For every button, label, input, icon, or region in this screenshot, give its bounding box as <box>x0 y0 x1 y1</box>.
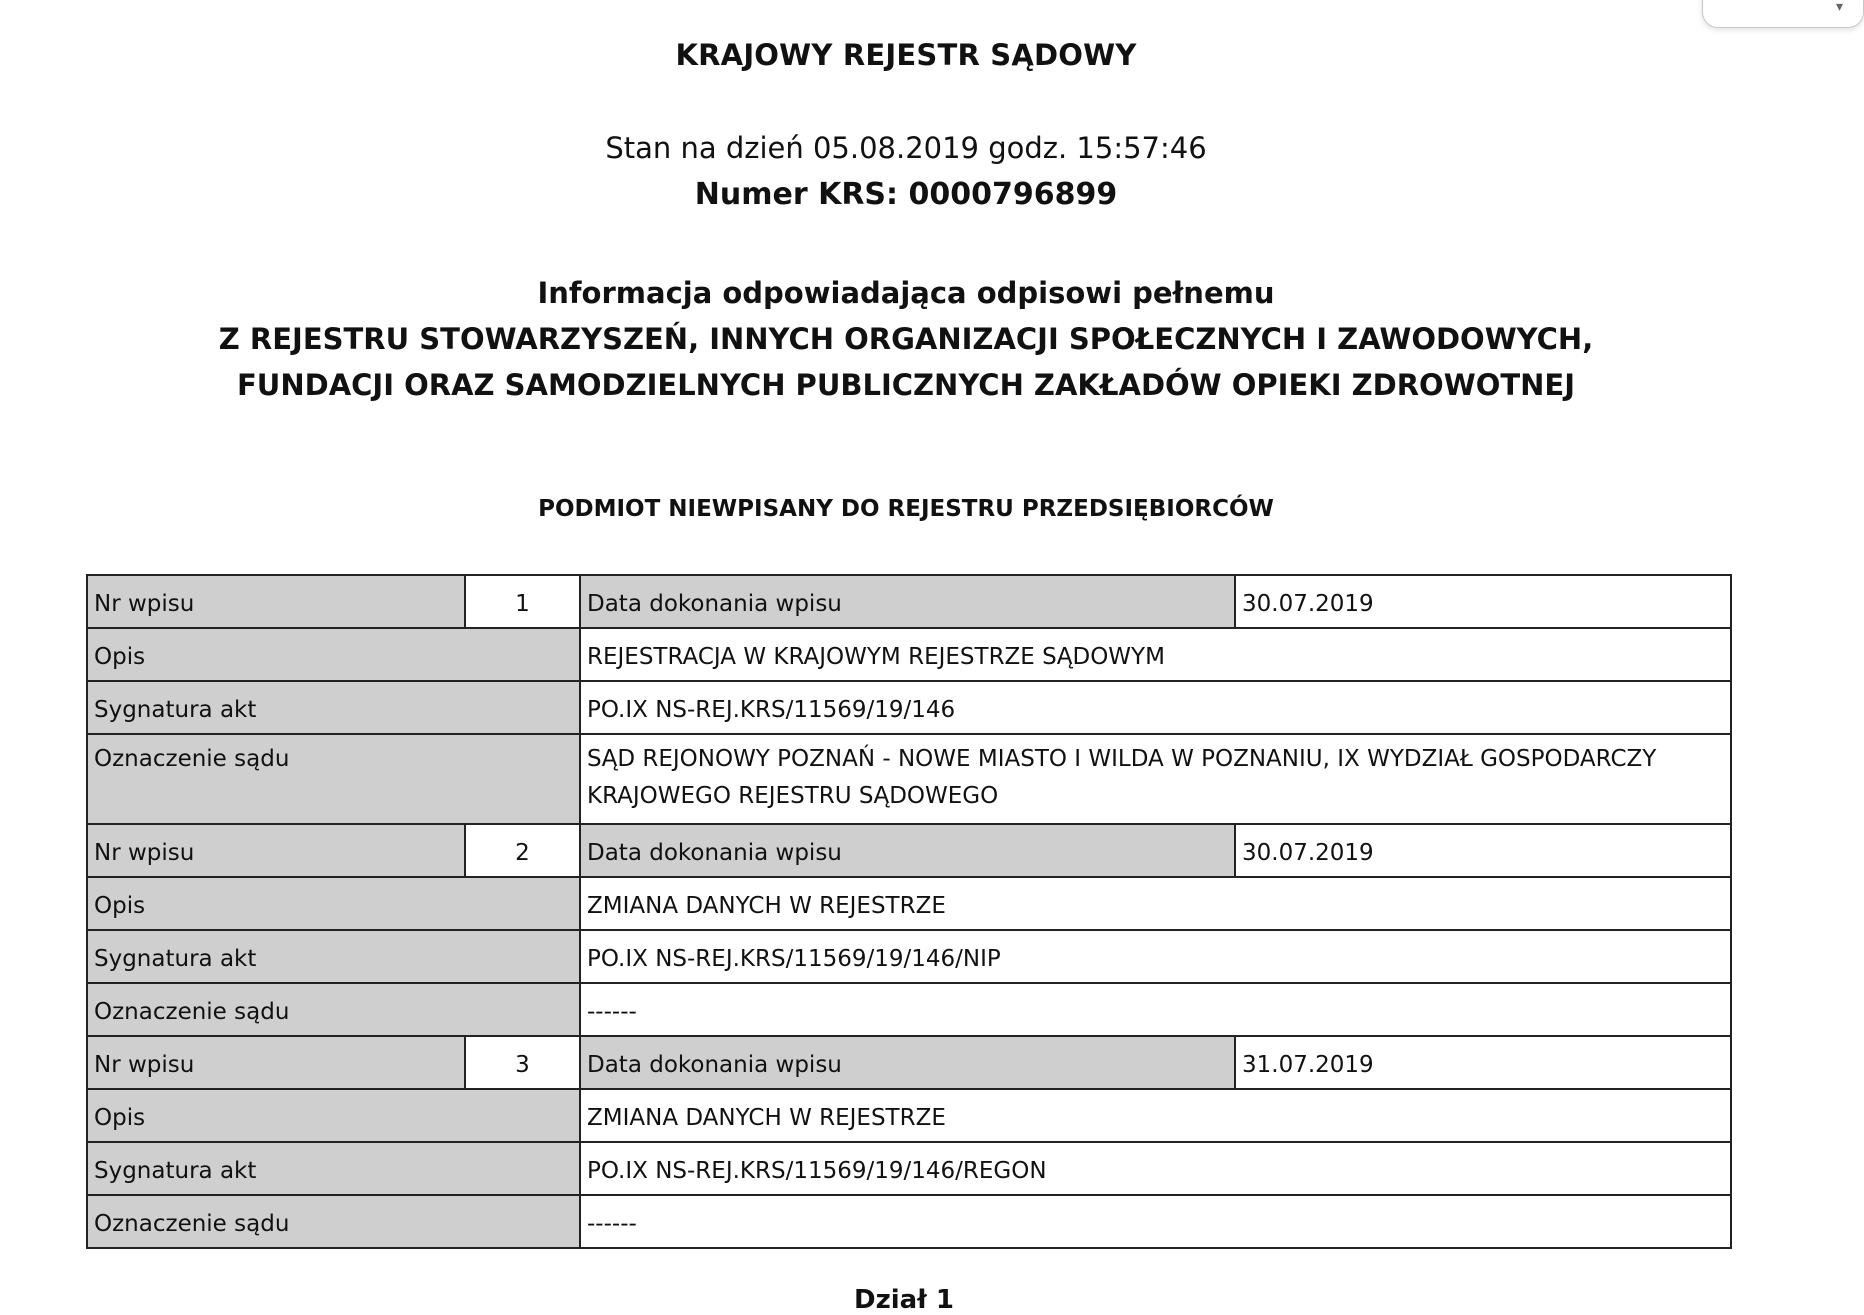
entry-sygnatura: PO.IX NS-REJ.KRS/11569/19/146/REGON <box>580 1142 1731 1195</box>
label-opis: Opis <box>87 1089 580 1142</box>
entry-date: 30.07.2019 <box>1235 824 1731 877</box>
label-data-wpisu: Data dokonania wpisu <box>580 1036 1235 1089</box>
entry-date: 31.07.2019 <box>1235 1036 1731 1089</box>
entry-oznaczenie-sadu-line-2: KRAJOWEGO REJESTRU SĄDOWEGO <box>587 783 999 809</box>
table-row <box>87 983 1731 1036</box>
label-sygnatura: Sygnatura akt <box>87 1142 580 1195</box>
label-sygnatura: Sygnatura akt <box>87 930 580 983</box>
document-title: KRAJOWY REJESTR SĄDOWY <box>675 38 1137 72</box>
corner-popup[interactable] <box>1702 0 1864 28</box>
table-row <box>87 930 1731 983</box>
entry-oznaczenie-sadu: ------ <box>580 983 1731 1036</box>
label-nr-wpisu: Nr wpisu <box>87 1036 465 1089</box>
entry-sygnatura: PO.IX NS-REJ.KRS/11569/19/146 <box>580 681 1731 734</box>
entry-date: 30.07.2019 <box>1235 575 1731 628</box>
info-heading-line-3: FUNDACJI ORAZ SAMODZIELNYCH PUBLICZNYCH ZAKŁADÓW OPIEKI ZDROWOTNEJ <box>237 368 1575 402</box>
entry-opis: REJESTRACJA W KRAJOWYM REJESTRZE SĄDOWYM <box>580 628 1731 681</box>
entry-number: 1 <box>465 575 580 628</box>
label-sygnatura: Sygnatura akt <box>87 681 580 734</box>
entry-oznaczenie-sadu: ------ <box>580 1195 1731 1248</box>
table-row <box>87 1036 1731 1089</box>
table-row <box>87 1195 1731 1248</box>
corner-popup-glyph: ▾ <box>1835 0 1843 15</box>
table-row <box>87 1089 1731 1142</box>
table-row <box>87 734 1731 824</box>
entry-number: 3 <box>465 1036 580 1089</box>
table-row <box>87 824 1731 877</box>
label-oznaczenie-sadu: Oznaczenie sądu <box>87 983 580 1036</box>
state-date-line: Stan na dzień 05.08.2019 godz. 15:57:46 <box>605 131 1207 165</box>
info-heading-line-1: Informacja odpowiadająca odpisowi pełnemu <box>537 276 1275 310</box>
next-section-title-cut-off: Dział 1 <box>854 1285 954 1315</box>
label-nr-wpisu: Nr wpisu <box>87 824 465 877</box>
info-heading <box>0 270 1812 408</box>
entry-opis: ZMIANA DANYCH W REJESTRZE <box>580 877 1731 930</box>
label-opis: Opis <box>87 877 580 930</box>
label-oznaczenie-sadu: Oznaczenie sądu <box>87 1195 580 1248</box>
table-row <box>87 877 1731 930</box>
label-opis: Opis <box>87 628 580 681</box>
krs-number: Numer KRS: 0000796899 <box>694 177 1118 212</box>
label-oznaczenie-sadu: Oznaczenie sądu <box>87 734 580 824</box>
info-heading-line-2: Z REJESTRU STOWARZYSZEŃ, INNYCH ORGANIZACJI SPOŁECZNYCH I ZAWODOWYCH, <box>218 322 1594 356</box>
entries-table <box>86 574 1732 1249</box>
entry-oznaczenie-sadu-line-1: SĄD REJONOWY POZNAŃ - NOWE MIASTO I WILDA W POZNANIU, IX WYDZIAŁ GOSPODARCZY <box>587 746 1657 772</box>
entry-oznaczenie-sadu <box>580 734 1731 824</box>
entry-number: 2 <box>465 824 580 877</box>
table-row <box>87 681 1731 734</box>
label-data-wpisu: Data dokonania wpisu <box>580 575 1235 628</box>
section-title: PODMIOT NIEWPISANY DO REJESTRU PRZEDSIĘBIORCÓW <box>538 496 1274 522</box>
entry-sygnatura: PO.IX NS-REJ.KRS/11569/19/146/NIP <box>580 930 1731 983</box>
table-row <box>87 1142 1731 1195</box>
label-nr-wpisu: Nr wpisu <box>87 575 465 628</box>
table-row <box>87 575 1731 628</box>
table-row <box>87 628 1731 681</box>
label-data-wpisu: Data dokonania wpisu <box>580 824 1235 877</box>
entry-opis: ZMIANA DANYCH W REJESTRZE <box>580 1089 1731 1142</box>
